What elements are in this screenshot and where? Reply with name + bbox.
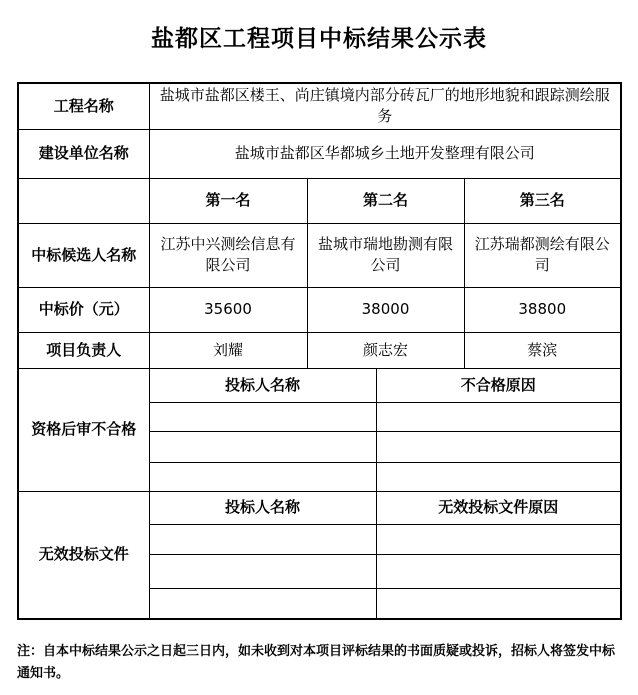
project-name-value: 盐城市盐都区楼王、尚庄镇境内部分砖瓦厂的地形地貌和跟踪测绘服务 [149,83,621,129]
page-title: 盐都区工程项目中标结果公示表 [151,26,487,52]
row-project-name [18,83,621,129]
invalid-bidder-header: 投标人名称 [149,491,376,524]
manager-first: 刘耀 [149,332,307,368]
row-candidates [18,223,621,287]
row-rank-headers [18,178,621,223]
rank-first-header: 第一名 [149,178,307,223]
invalid-reason-cell [376,554,621,588]
row-invalid-header [18,491,621,524]
project-name-label: 工程名称 [18,83,149,129]
unqualified-bidder-header: 投标人名称 [149,368,376,402]
owner-name-value: 盐城市盐都区华都城乡土地开发整理有限公司 [149,129,621,178]
footnote: 注：自本中标结果公示之日起三日内，如未收到对本项目评标结果的书面质疑或投诉，招标人将签发中标通知书。 [17,644,616,681]
price-first: 35600 [149,287,307,332]
manager-label: 项目负责人 [18,332,149,368]
unqualified-bidder-cell [149,462,376,491]
unqualified-bidder-cell [149,431,376,462]
invalid-reason-cell [376,524,621,554]
invalid-reason-header: 无效投标文件原因 [376,491,621,524]
price-third: 38800 [464,287,621,332]
owner-name-label: 建设单位名称 [18,129,149,178]
price-label: 中标价（元） [18,287,149,332]
rank-third-header: 第三名 [464,178,621,223]
unqualified-reason-cell [376,462,621,491]
manager-third: 蔡滨 [464,332,621,368]
rank-second-header: 第二名 [307,178,464,223]
row-price [18,287,621,332]
candidate-first: 江苏中兴测绘信息有限公司 [149,223,307,287]
unqualified-reason-header: 不合格原因 [376,368,621,402]
candidate-second: 盐城市瑞地勘测有限公司 [307,223,464,287]
price-second: 38000 [307,287,464,332]
manager-second: 颜志宏 [307,332,464,368]
invalid-section-label: 无效投标文件 [18,491,149,619]
row-manager [18,332,621,368]
row-owner-name [18,129,621,178]
rank-header-empty-cell [18,178,149,223]
candidate-third: 江苏瑞都测绘有限公司 [464,223,621,287]
unqualified-section-label: 资格后审不合格 [18,368,149,491]
bid-result-table [17,82,622,620]
row-unqualified-header [18,368,621,402]
invalid-bidder-cell [149,554,376,588]
candidates-label: 中标候选人名称 [18,223,149,287]
unqualified-reason-cell [376,402,621,431]
unqualified-reason-cell [376,431,621,462]
unqualified-bidder-cell [149,402,376,431]
invalid-bidder-cell [149,588,376,619]
invalid-reason-cell [376,588,621,619]
invalid-bidder-cell [149,524,376,554]
